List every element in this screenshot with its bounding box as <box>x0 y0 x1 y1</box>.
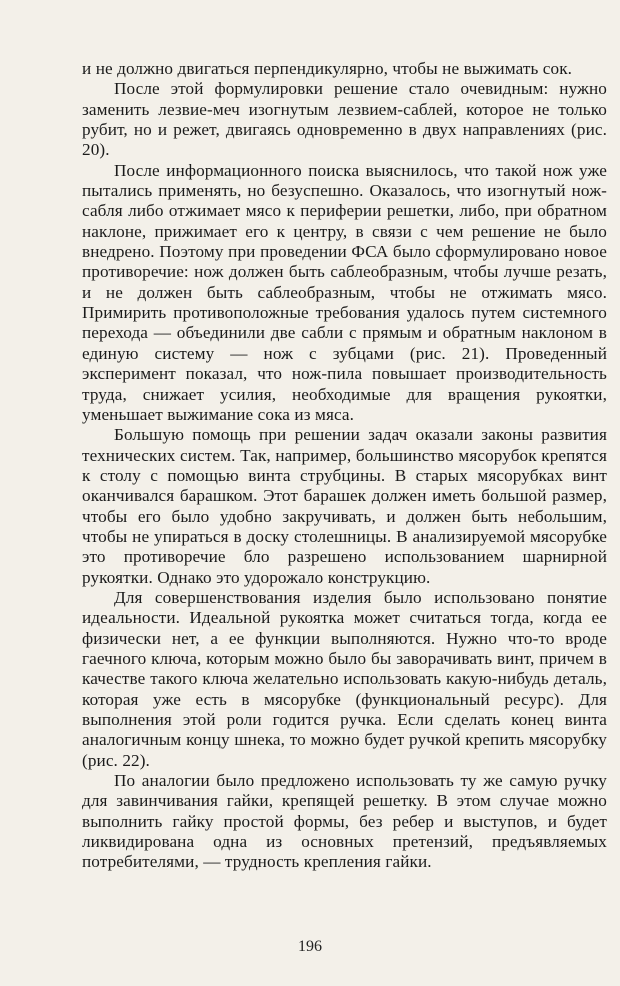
paragraph-2: После этой формулировки решение стало очевидным: нужно заменить лезвие-меч изогнутым лезвием-саблей, которое не только рубит, но и режет, двигаясь одновременно в двух направлениях (рис. 20). <box>82 79 607 160</box>
paragraph-5: Для совершенствования изделия было использовано понятие идеальности. Идеальной рукоятка может считаться тогда, когда ее физически нет, а ее функции выполняются. Нужно что-то вроде гаечного ключа, которым можно было бы заворачивать винт, причем в качестве такого ключа желательно использовать какую-нибудь деталь, которая уже есть в мясорубке (функциональный ресурс). Для выполнения этой роли годится ручка. Если сделать конец винта аналогичным концу шнека, то можно будет ручкой крепить мясорубку (рис. 22). <box>82 587 607 770</box>
paragraph-4: Большую помощь при решении задач оказали законы развития технических систем. Так, например, большинство мясорубок крепятся к столу с помощью винта струбцины. В старых мясорубках винт оканчивался барашком. Этот барашек должен иметь большой размер, чтобы его было удобно закручивать, и должен быть небольшим, чтобы не упираться в доску столешницы. В анализируемой мясорубке это противоречие бло разрешено использованием шарнирной рукоятки. Однако это удорожало конструкцию. <box>82 425 607 587</box>
paragraph-3: После информационного поиска выяснилось, что такой нож уже пытались применять, но безуспешно. Оказалось, что изогнутый нож-сабля либо отжимает мясо к периферии решетки, либо, при обратном наклоне, прижимает его к центру, в связи с чем решение не было внедрено. Поэтому при проведении ФСА было сформулировано новое противоречие: нож должен быть саблеобразным, чтобы лучше резать, и не должен быть саблеобразным, чтобы не отжимать мясо. Примирить противоположные требования удалось путем системного перехода — объединили две сабли с прямым и обратным наклоном в единую систему — нож с зубцами (рис. 21). Проведенный эксперимент показал, что нож-пила повышает производительность труда, снижает усилия, необходимые для вращения рукоятки, уменьшает выжимание сока из мяса. <box>82 160 607 424</box>
paragraph-6: По аналогии было предложено использовать ту же самую ручку для завинчивания гайки, крепящей решетку. В этом случае можно выполнить гайку простой формы, без ребер и выступов, и будет ликвидирована одна из основных претензий, предъявляемых потребителями, — трудность крепления гайки. <box>82 771 607 872</box>
body-text <box>82 59 607 873</box>
paragraph-1: и не должно двигаться перпендикулярно, чтобы не выжимать сок. <box>82 59 573 78</box>
page-number: 196 <box>298 938 322 955</box>
